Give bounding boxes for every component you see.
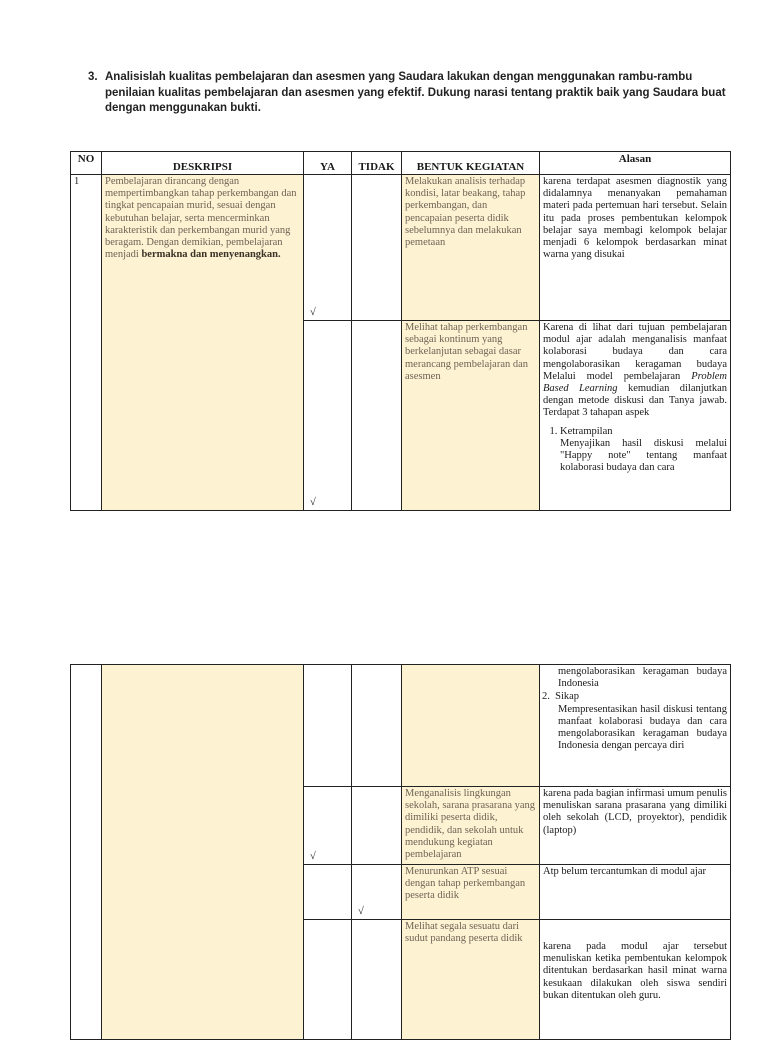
row-description <box>102 175 304 511</box>
reason-cell: karena pada bagian infirmasi umum penulis menuliskan sarana prasarana yang dimiliki oleh sekolah (LCD, proyektor), pendidik (laptop) <box>540 787 731 865</box>
activity-cell: Menganalisis lingkungan sekolah, sarana prasarana yang dimiliki peserta didik, pendidik, dan sekolah untuk mendukung kegiatan pembelajaran <box>402 787 540 865</box>
table-header-row <box>71 152 731 175</box>
check-mark: √ <box>358 905 364 917</box>
ya-cell <box>304 665 352 787</box>
question-text: Analisislah kualitas pembelajaran dan asesmen yang Saudara lakukan dengan menggunakan rambu-rambu penilaian kualitas pembelajaran dan asesmen yang efektif. Dukung narasi tentang praktik baik yang Saudara buat dengan menggunakan bukti. <box>105 71 726 114</box>
check-mark: √ <box>310 306 316 318</box>
aspect-text: Mempresentasikan hasil diskusi tentang manfaat kolaborasi budaya dan cara mengolaborasikan keragaman budaya Indonesia dengan percaya diri <box>558 703 727 752</box>
reason-text: karena pada modul ajar tersebut menuliskan ketika pembentukan kelompok ditentukan berdasarkan hasil minat warna kesukaan dilakukan oleh siswa sendiri bukan ditentukan oleh guru. <box>543 941 727 1001</box>
assessment-table-part-1 <box>70 151 731 511</box>
activity-cell: Menurunkan ATP sesuai dengan tahap perkembangan peserta didik <box>402 865 540 920</box>
check-mark: √ <box>310 850 316 862</box>
header-deskripsi: DESKRIPSI <box>102 152 304 175</box>
list-item <box>560 426 727 475</box>
activity-cell <box>402 665 540 787</box>
tidak-cell <box>352 865 402 920</box>
description-bold-text: bermakna dan menyenangkan. <box>141 249 281 261</box>
check-mark: √ <box>310 496 316 508</box>
aspect-title: Sikap <box>555 691 580 703</box>
aspect-text: mengolaborasikan keragaman budaya Indonesia <box>558 666 727 690</box>
aspect-title: Ketrampilan <box>560 425 613 437</box>
tidak-cell <box>352 787 402 865</box>
activity-cell: Melakukan analisis terhadap kondisi, latar beakang, tahap perkembangan, dan pencapaian peserta didik sebelumnya dan melakukan pemetaan <box>402 175 540 321</box>
aspect-text: Menyajikan hasil diskusi melalui "Happy note" tentang manfaat kolaborasi budaya dan cara <box>560 437 727 474</box>
reason-cell <box>540 321 731 511</box>
activity-cell: Melihat tahap perkembangan sebagai kontinum yang berkelanjutan sebagai dasar merancang pembelajaran dan asesmen <box>402 321 540 511</box>
row-description-continued <box>102 665 304 1040</box>
ya-cell <box>304 865 352 920</box>
tidak-cell <box>352 321 402 511</box>
list-item: 2. Sikap <box>542 691 580 703</box>
assessment-table-part-2 <box>70 664 731 1040</box>
description-text: Pembelajaran dirancang dengan mempertimbangkan tahap perkembangan dan tingkat pencapaian murid, sesuai dengan kebutuhan belajar, serta mencerminkan karakteristik dan perkembangan murid yang beragam. Dengan demikian, pembelajaran menjadi <box>105 176 297 261</box>
reason-text-post: kemudian dilanjutkan dengan metode diskusi dan Tanya jawab. Terdapat 3 tahapan aspek <box>543 383 727 419</box>
row-number: 1 <box>71 175 102 511</box>
tidak-cell <box>352 175 402 321</box>
aspect-list <box>543 426 727 475</box>
table-row <box>71 175 731 321</box>
tidak-cell <box>352 920 402 1040</box>
ya-cell <box>304 321 352 511</box>
ya-cell <box>304 920 352 1040</box>
reason-cell: Atp belum tercantumkan di modul ajar <box>540 865 731 920</box>
reason-text-pre: Karena di lihat dari tujuan pembelajaran modul ajar adalah menganalisis manfaat kolaborasi budaya dan cara mengolaborasikan keragaman budaya Melalui model pembelajaran <box>543 322 727 382</box>
reason-text-italic: Problem Based Learning <box>543 370 727 395</box>
reason-cell <box>540 665 731 787</box>
header-alasan: Alasan <box>540 152 731 175</box>
question-number: 3. <box>88 71 98 83</box>
header-no: NO <box>71 152 102 175</box>
header-tidak: TIDAK <box>352 152 402 175</box>
header-bentuk-kegiatan: BENTUK KEGIATAN <box>402 152 540 175</box>
row-number-continued <box>71 665 102 1040</box>
ya-cell <box>304 787 352 865</box>
activity-cell: Melihat segala sesuatu dari sudut pandang peserta didik <box>402 920 540 1040</box>
ya-cell <box>304 175 352 321</box>
table-row <box>71 665 731 787</box>
tidak-cell <box>352 665 402 787</box>
reason-cell: karena terdapat asesmen diagnostik yang didalamnya menanyakan pemahaman materi pada pertemuan hari tersebut. Selain itu pada proses pembentukan kelompok belajar saya membagi kelompok belajar menjadi 6 kelompok berdasarkan minat warna yang disukai <box>540 175 731 321</box>
question-block <box>88 70 728 117</box>
reason-cell <box>540 920 731 1040</box>
header-ya: YA <box>304 152 352 175</box>
